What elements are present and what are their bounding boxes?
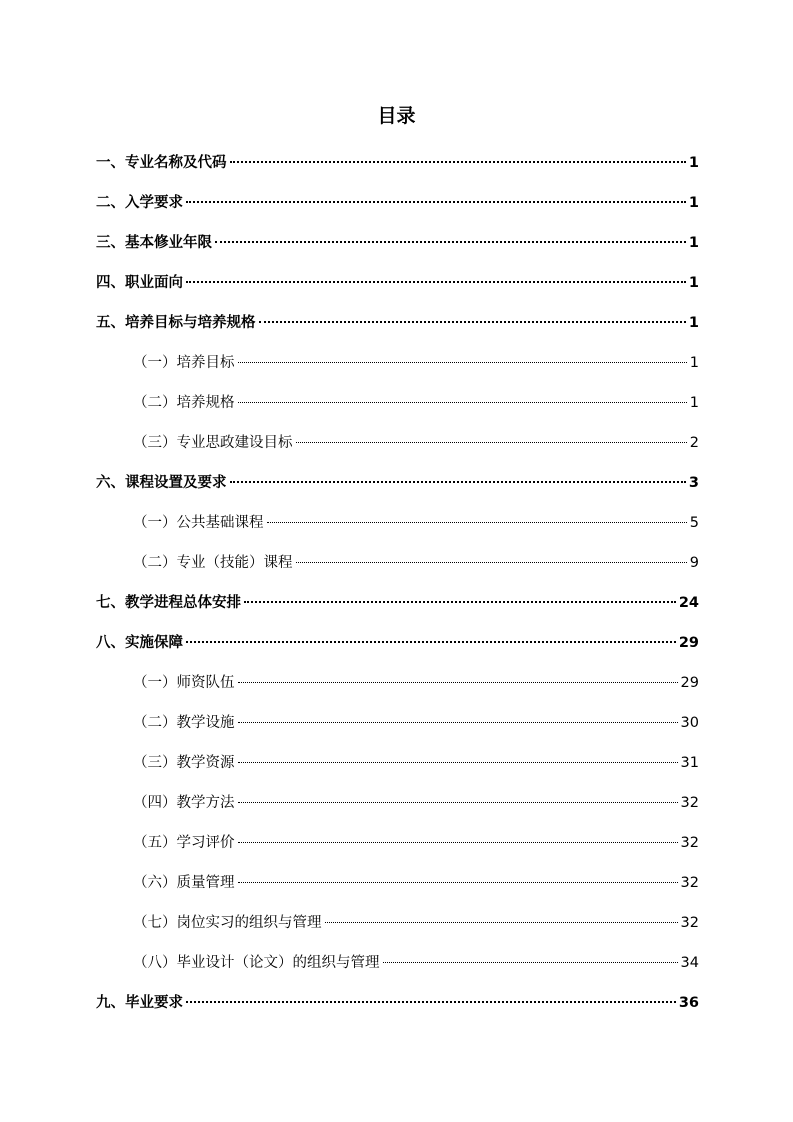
- toc-entry[interactable]: [96, 590, 699, 630]
- toc-subentry[interactable]: [96, 870, 699, 910]
- dot-leader: [238, 722, 678, 723]
- toc-entry-label: 八、实施保障: [96, 635, 183, 651]
- toc-subentry-page: 32: [680, 835, 699, 851]
- dot-leader: [238, 402, 687, 403]
- table-of-contents: [96, 150, 699, 1030]
- toc-subentry-label: （一）培养目标: [133, 355, 235, 371]
- dot-leader: [215, 241, 686, 243]
- toc-subentry-label: （一）师资队伍: [133, 675, 235, 691]
- toc-subentry-page: 9: [689, 555, 699, 571]
- dot-leader: [383, 962, 678, 963]
- toc-subentry[interactable]: [96, 510, 699, 550]
- dot-leader: [296, 442, 687, 443]
- toc-subentry[interactable]: [96, 910, 699, 950]
- toc-entry[interactable]: [96, 190, 699, 230]
- dot-leader: [259, 321, 686, 323]
- dot-leader: [230, 161, 686, 163]
- toc-subentry-page: 1: [689, 355, 699, 371]
- toc-entry-label: 三、基本修业年限: [96, 235, 212, 251]
- toc-entry-label: 四、职业面向: [96, 275, 183, 291]
- toc-subentry[interactable]: [96, 750, 699, 790]
- toc-subentry[interactable]: [96, 830, 699, 870]
- toc-subentry[interactable]: [96, 390, 699, 430]
- toc-entry-page: 3: [688, 475, 699, 491]
- dot-leader: [186, 281, 686, 283]
- toc-entry-label: 九、毕业要求: [96, 995, 183, 1011]
- toc-subentry-label: （八）毕业设计（论文）的组织与管理: [133, 955, 380, 971]
- toc-entry-page: 29: [678, 635, 699, 651]
- toc-subentry-label: （二）培养规格: [133, 395, 235, 411]
- toc-entry-page: 1: [688, 315, 699, 331]
- dot-leader: [238, 802, 678, 803]
- toc-subentry-page: 31: [680, 755, 699, 771]
- dot-leader: [238, 842, 678, 843]
- toc-entry[interactable]: [96, 270, 699, 310]
- dot-leader: [186, 641, 676, 643]
- dot-leader: [186, 1001, 676, 1003]
- toc-subentry-label: （二）专业（技能）课程: [133, 555, 293, 571]
- toc-entry[interactable]: [96, 990, 699, 1030]
- toc-entry-page: 1: [688, 195, 699, 211]
- dot-leader: [238, 362, 687, 363]
- toc-subentry[interactable]: [96, 430, 699, 470]
- toc-entry-label: 七、教学进程总体安排: [96, 595, 241, 611]
- toc-subentry-label: （三）专业思政建设目标: [133, 435, 293, 451]
- toc-entry[interactable]: [96, 310, 699, 350]
- dot-leader: [238, 682, 678, 683]
- toc-entry[interactable]: [96, 230, 699, 270]
- dot-leader: [186, 201, 686, 203]
- toc-subentry-page: 1: [689, 395, 699, 411]
- toc-entry-page: 1: [688, 235, 699, 251]
- toc-entry-page: 1: [688, 155, 699, 171]
- toc-subentry-label: （四）教学方法: [133, 795, 235, 811]
- toc-subentry-page: 2: [689, 435, 699, 451]
- toc-subentry-page: 5: [689, 515, 699, 531]
- toc-subentry[interactable]: [96, 790, 699, 830]
- toc-subentry-label: （三）教学资源: [133, 755, 235, 771]
- toc-entry[interactable]: [96, 630, 699, 670]
- dot-leader: [230, 481, 686, 483]
- toc-entry-label: 五、培养目标与培养规格: [96, 315, 256, 331]
- page-title: 目录: [377, 105, 416, 127]
- toc-entry-label: 二、入学要求: [96, 195, 183, 211]
- dot-leader: [244, 601, 676, 603]
- toc-entry-label: 六、课程设置及要求: [96, 475, 227, 491]
- toc-entry-page: 1: [688, 275, 699, 291]
- toc-subentry[interactable]: [96, 710, 699, 750]
- toc-subentry-label: （一）公共基础课程: [133, 515, 264, 531]
- toc-subentry-label: （六）质量管理: [133, 875, 235, 891]
- toc-entry-page: 36: [678, 995, 699, 1011]
- dot-leader: [238, 882, 678, 883]
- toc-entry[interactable]: [96, 150, 699, 190]
- dot-leader: [267, 522, 687, 523]
- toc-subentry-label: （七）岗位实习的组织与管理: [133, 915, 322, 931]
- toc-subentry-page: 30: [680, 715, 699, 731]
- toc-entry-label: 一、专业名称及代码: [96, 155, 227, 171]
- toc-subentry-page: 34: [680, 955, 699, 971]
- toc-subentry-label: （二）教学设施: [133, 715, 235, 731]
- toc-subentry[interactable]: [96, 350, 699, 390]
- dot-leader: [325, 922, 678, 923]
- dot-leader: [238, 762, 678, 763]
- toc-subentry-page: 29: [680, 675, 699, 691]
- toc-subentry[interactable]: [96, 950, 699, 990]
- toc-entry[interactable]: [96, 470, 699, 510]
- toc-entry-page: 24: [678, 595, 699, 611]
- toc-subentry-label: （五）学习评价: [133, 835, 235, 851]
- toc-subentry[interactable]: [96, 670, 699, 710]
- dot-leader: [296, 562, 687, 563]
- toc-subentry[interactable]: [96, 550, 699, 590]
- toc-subentry-page: 32: [680, 795, 699, 811]
- toc-subentry-page: 32: [680, 875, 699, 891]
- toc-subentry-page: 32: [680, 915, 699, 931]
